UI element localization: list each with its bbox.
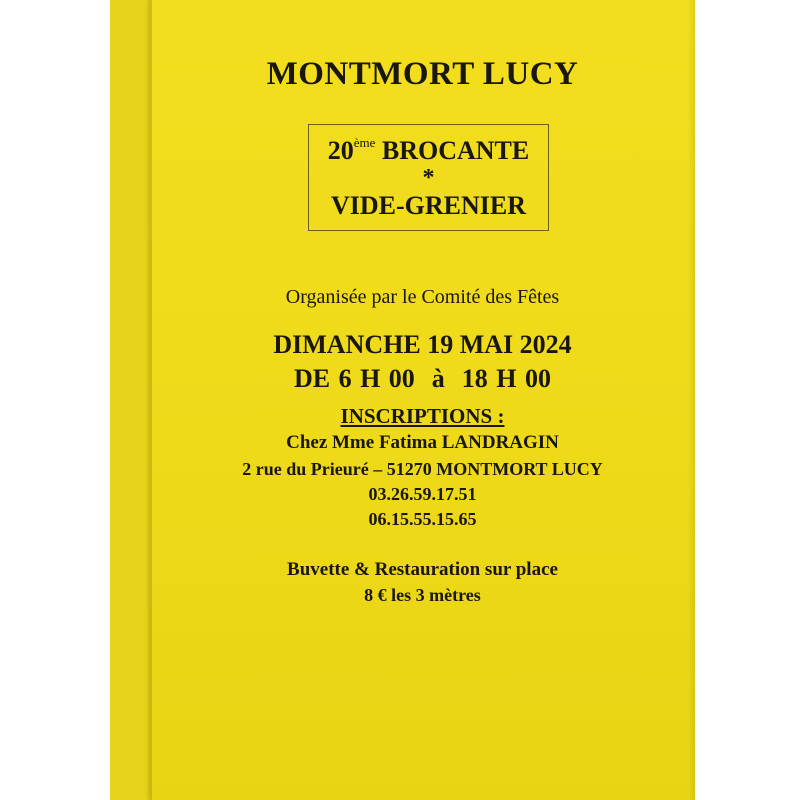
registration-heading: INSCRIPTIONS : [340, 404, 505, 428]
event-hours: DE 6 H 00 à 18 H 00 [293, 364, 552, 393]
services-text: Buvette & Restauration sur place [287, 559, 558, 580]
edition-suffix: ème [353, 135, 376, 150]
edition-number: 20 [327, 136, 354, 165]
event-subtitle: VIDE-GRENIER [330, 191, 527, 220]
event-name: BROCANTE [381, 136, 530, 165]
registration-contact: Chez Mme Fatima LANDRAGIN [286, 432, 559, 453]
poster-sheet [150, 0, 695, 800]
price-text: 8 € les 3 mètres [364, 585, 481, 605]
event-date: DIMANCHE 19 MAI 2024 [273, 330, 572, 359]
organizer-text: Organisée par le Comité des Fêtes [285, 286, 560, 308]
sheet-edge [150, 0, 152, 800]
event-edition-line [309, 135, 548, 166]
sheet-right-edge [688, 0, 695, 800]
registration-address: 2 rue du Prieuré – 51270 MONTMORT LUCY [242, 459, 603, 479]
event-separator: * [422, 165, 435, 191]
registration-phone-1: 03.26.59.17.51 [368, 484, 477, 504]
poster-title: MONTMORT LUCY [266, 56, 579, 92]
registration-phone-2: 06.15.55.15.65 [368, 509, 477, 529]
event-box [308, 124, 549, 231]
